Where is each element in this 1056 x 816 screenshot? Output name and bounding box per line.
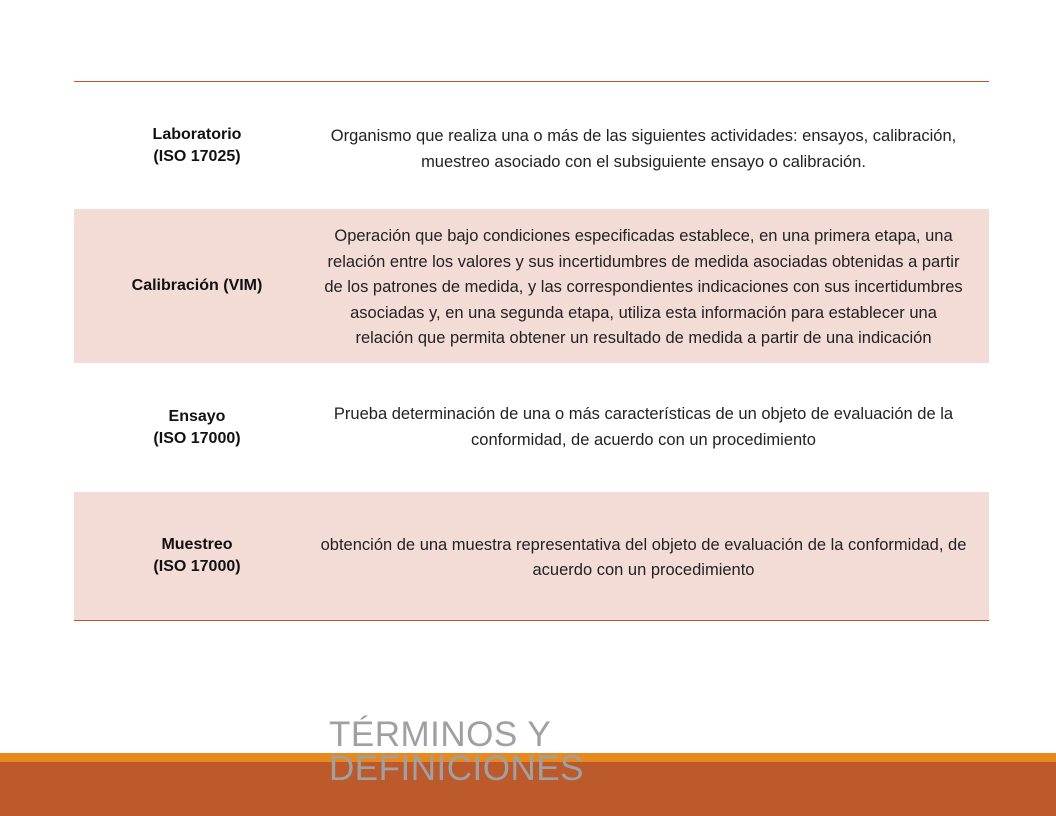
slide-title: [329, 715, 749, 788]
term-definition: Operación que bajo condiciones especificadas establece, en una primera etapa, una relación entre los valores y sus incertidumbres de medida asociadas obtenidas a partir de los patrones de medida, y las correspondientes indicaciones con sus incertidumbres asociadas y, en una segunda etapa, utiliza esta información para establecer una relación que permita obtener un resultado de medida a partir de una indicación: [324, 227, 963, 348]
slide-title-line-2: DEFINICIONES: [329, 749, 584, 788]
term-definition: obtención de una muestra representativa del objeto de evaluación de la conformidad, de acuerdo con un procedimiento: [320, 535, 967, 579]
term-label: Calibración (VIM): [131, 277, 263, 294]
definitions-table: [74, 81, 989, 621]
term-label: Muestreo (ISO 17000): [153, 536, 241, 575]
term-definition: Prueba determinación de una o más características de un objeto de evaluación de la conformidad, de acuerdo con un procedimiento: [333, 405, 954, 449]
term-label: Ensayo (ISO 17000): [153, 407, 241, 447]
table-row-ensayo: [74, 363, 989, 492]
table-row-muestreo: [74, 492, 989, 620]
term-definition: Organismo que realiza una o más de las siguientes actividades: ensayos, calibración, muestreo asociado con el subsiguiente ensayo o calibración.: [330, 127, 957, 171]
table-row-laboratorio: [74, 82, 989, 209]
table-row-calibracion: [74, 209, 989, 363]
term-label: Laboratorio (ISO 17025): [152, 125, 242, 165]
slide-title-line-1: TÉRMINOS Y: [329, 715, 552, 754]
